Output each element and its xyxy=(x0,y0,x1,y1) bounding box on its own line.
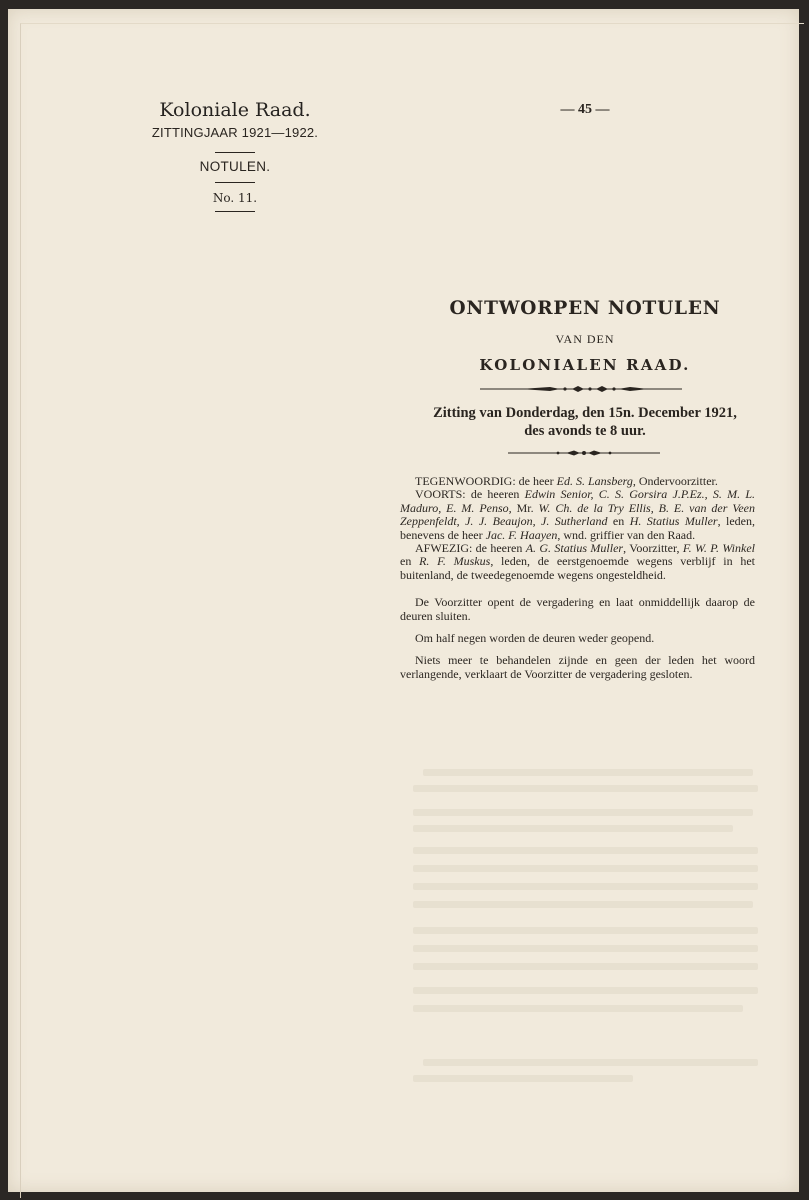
bleed-through-line xyxy=(423,1059,758,1066)
notulen-heading: NOTULEN. xyxy=(199,159,271,174)
council-name: KOLONIALEN RAAD. xyxy=(479,356,691,374)
attendance-present xyxy=(400,475,755,488)
label-also: VOORTS: xyxy=(415,487,466,502)
meeting-date: Zitting van Donderdag, den 15n. December 1921, xyxy=(433,405,737,421)
bleed-through-line xyxy=(413,883,758,890)
person-name: H. Statius Muller xyxy=(629,514,718,529)
document-subtitle: VAN DEN xyxy=(555,332,615,346)
text: , Ondervoorzitter. xyxy=(632,474,718,488)
text: , wnd. griffier van den Raad. xyxy=(557,527,696,542)
bleed-through-line xyxy=(413,901,753,908)
attendance-also xyxy=(400,488,755,542)
bleed-through-line xyxy=(413,987,758,994)
person-name: Jac. F. Haayen xyxy=(485,527,558,542)
label-present: TEGENWOORDIG: xyxy=(415,474,516,488)
bleed-through-line xyxy=(423,769,753,776)
document-title: ONTWORPEN NOTULEN xyxy=(449,298,721,319)
text: , leden, de eerstgenoemde wegens verblijf in het buitenland, de tweedegenoemde wegens ongesteldheid. xyxy=(400,554,756,582)
bleed-through-line xyxy=(413,865,758,872)
bleed-through-line xyxy=(413,785,758,792)
person-names: Edwin Senior, C. S. Gorsira J.P.Ez., S. M. L. Maduro, E. M. Penso, xyxy=(400,487,755,515)
issue-number: No. 11. xyxy=(212,191,258,205)
paragraph: De Voorzitter opent de vergadering en laat onmiddellijk daarop de deuren sluiten. xyxy=(400,595,755,623)
text: , leden, benevens de heer xyxy=(400,514,755,542)
session-year: ZITTINGJAAR 1921—1922. xyxy=(151,125,319,140)
attendance-absent xyxy=(400,542,755,582)
paragraph: Om half negen worden de deuren weder geopend. xyxy=(415,631,655,646)
label-absent: AFWEZIG: xyxy=(415,541,473,556)
divider xyxy=(215,182,255,183)
bleed-through-line xyxy=(413,847,758,854)
bleed-through-line xyxy=(413,809,753,816)
bleed-through-line xyxy=(413,1075,633,1082)
bleed-through-line xyxy=(413,825,733,832)
divider xyxy=(215,152,255,153)
minutes-body xyxy=(400,475,755,681)
text: en xyxy=(607,514,630,529)
text: de heer xyxy=(515,474,557,488)
bleed-through-line xyxy=(413,963,758,970)
text: Mr. xyxy=(511,500,539,515)
person-name: Ed. S. Lansberg xyxy=(556,474,633,488)
council-title: Koloniale Raad. xyxy=(159,99,311,121)
bleed-through-line xyxy=(413,1005,743,1012)
person-name: F. W. P. Winkel xyxy=(682,541,755,556)
meeting-time: des avonds te 8 uur. xyxy=(524,423,646,439)
text: de heeren xyxy=(465,487,525,502)
person-name: R. F. Muskus xyxy=(419,554,491,569)
ornament-rule xyxy=(480,384,682,394)
text: de heeren xyxy=(472,541,526,556)
ornament-rule xyxy=(508,448,660,458)
paragraph: Niets meer te behandelen zijnde en geen der leden het woord verlangende, verklaart de Voorzitter de vergadering gesloten. xyxy=(400,653,755,681)
bleed-through-line xyxy=(413,927,758,934)
page-number: — 45 — xyxy=(560,102,610,117)
header-block xyxy=(120,98,350,212)
person-name: A. G. Statius Muller xyxy=(525,541,624,556)
bleed-through-line xyxy=(413,945,758,952)
text: en xyxy=(400,554,420,569)
person-names: W. Ch. de la Try Ellis, B. E. van der Veen Zeppenfeldt, J. J. Beaujon, J. Sutherland xyxy=(400,500,755,529)
divider xyxy=(215,211,255,212)
text: , Voorzitter, xyxy=(623,541,683,556)
